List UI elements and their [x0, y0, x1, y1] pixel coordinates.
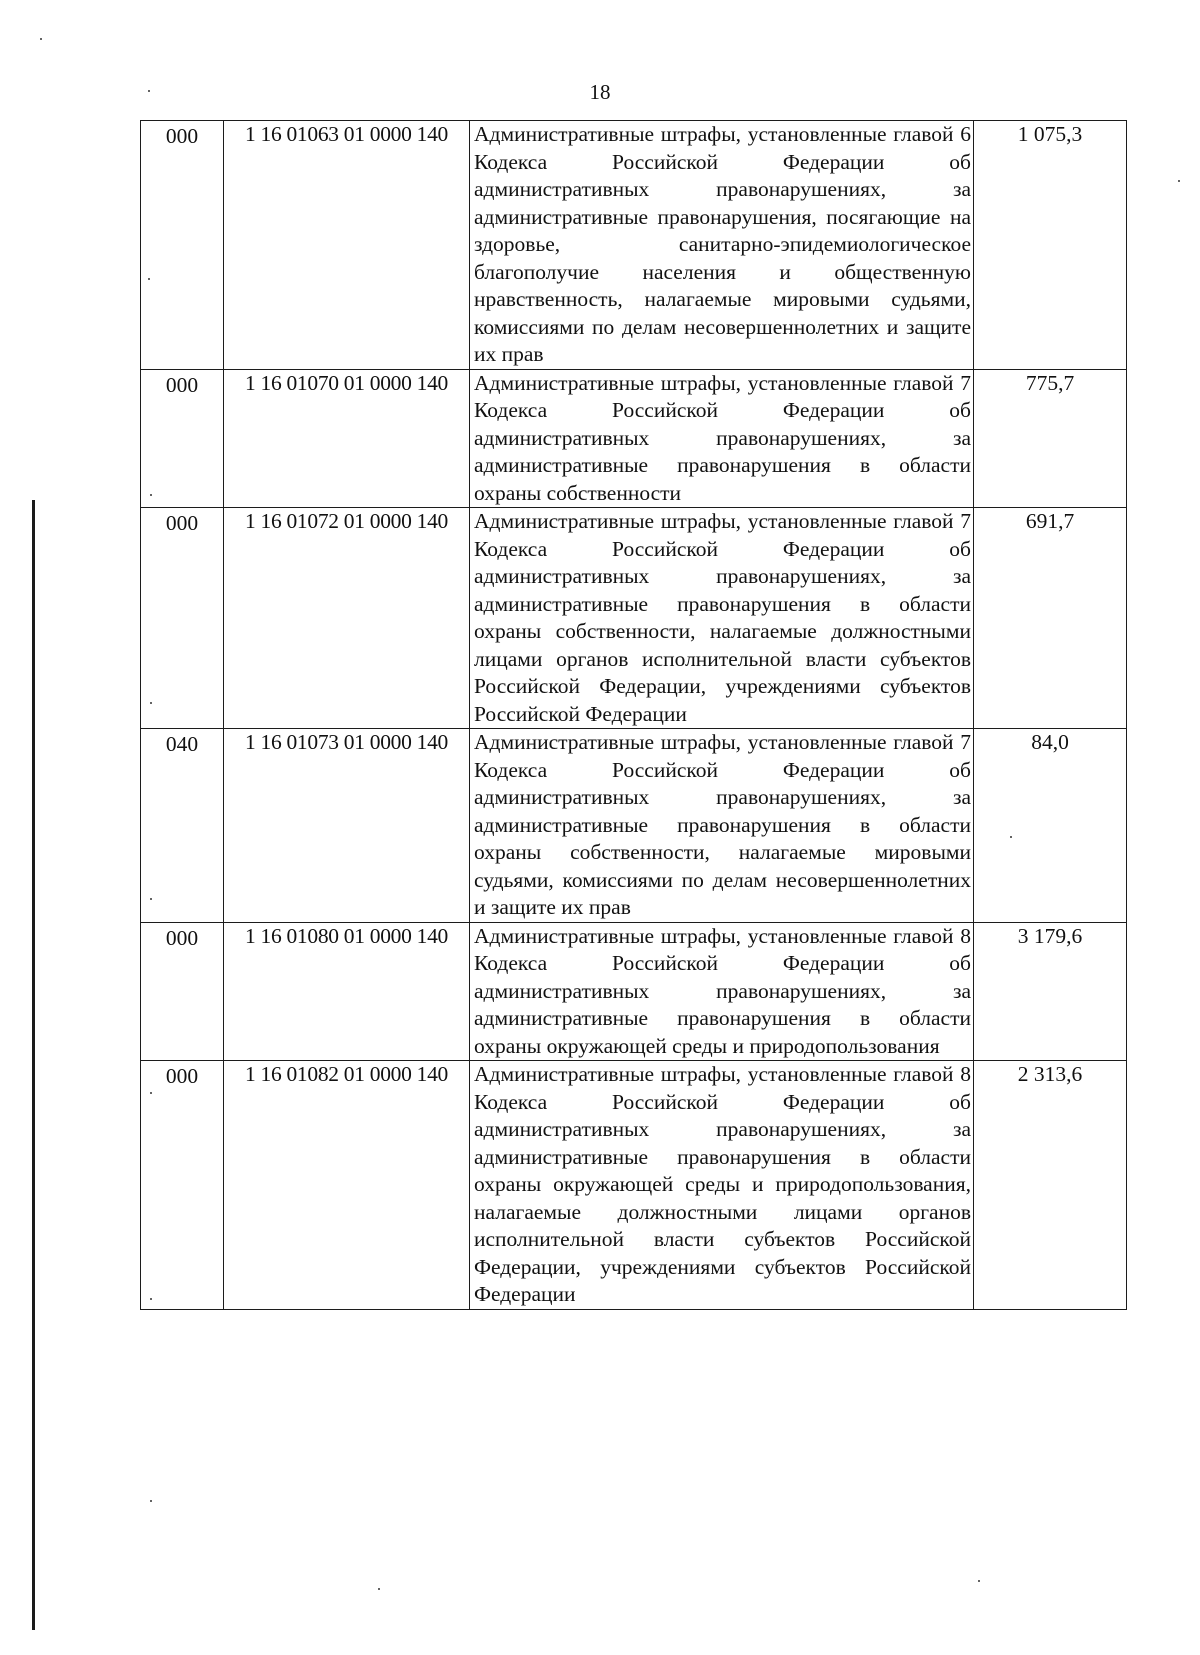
- income-name-text: Административные штрафы, установленные главой 7 Кодекса Российской Федерации об административных правонарушениях, за административные правонарушения в области охраны собственности: [474, 370, 971, 505]
- scan-speck: [150, 1500, 152, 1502]
- amount-cell: 775,7: [974, 369, 1127, 508]
- budget-code-cell: 1 16 01082 01 0000 140: [224, 1061, 470, 1310]
- amount-cell: 3 179,6: [974, 922, 1127, 1061]
- income-name-cell: [470, 729, 974, 923]
- scan-speck: [40, 38, 42, 40]
- table-row: [141, 1061, 1127, 1310]
- amount-cell: 691,7: [974, 508, 1127, 729]
- admin-code-cell: 040: [141, 729, 224, 923]
- budget-fines-table: [140, 120, 1127, 1310]
- income-name-cell: [470, 922, 974, 1061]
- admin-code-cell: 000: [141, 369, 224, 508]
- table-row: [141, 369, 1127, 508]
- table-row: [141, 508, 1127, 729]
- admin-code-cell: 000: [141, 508, 224, 729]
- amount-cell: 2 313,6: [974, 1061, 1127, 1310]
- budget-code-cell: 1 16 01080 01 0000 140: [224, 922, 470, 1061]
- table-row: [141, 121, 1127, 370]
- scan-margin-line: [32, 500, 35, 1630]
- admin-code-cell: 000: [141, 922, 224, 1061]
- scan-speck: [1178, 180, 1180, 182]
- budget-code-cell: 1 16 01070 01 0000 140: [224, 369, 470, 508]
- income-name-cell: [470, 1061, 974, 1310]
- amount-cell: 84,0: [974, 729, 1127, 923]
- income-name-cell: [470, 369, 974, 508]
- income-name-cell: [470, 121, 974, 370]
- amount-cell: 1 075,3: [974, 121, 1127, 370]
- budget-code-cell: 1 16 01073 01 0000 140: [224, 729, 470, 923]
- budget-code-cell: 1 16 01063 01 0000 140: [224, 121, 470, 370]
- scan-speck: [378, 1588, 380, 1590]
- table-row: [141, 729, 1127, 923]
- income-name-text: Административные штрафы, установленные главой 8 Кодекса Российской Федерации об административных правонарушениях, за административные правонарушения в области охраны окружающей среды и природопользования: [474, 923, 971, 1058]
- income-name-text: Административные штрафы, установленные главой 7 Кодекса Российской Федерации об административных правонарушениях, за административные правонарушения в области охраны собственности, налагаемые должностными лицами органов исполнительной власти субъектов Российской Федерации, учреждениями субъектов Российской Федерации: [474, 509, 971, 726]
- admin-code-cell: 000: [141, 121, 224, 370]
- admin-code-cell: 000: [141, 1061, 224, 1310]
- page-number: 18: [589, 80, 611, 104]
- income-name-text: Административные штрафы, установленные главой 8 Кодекса Российской Федерации об административных правонарушениях, за административные правонарушения в области охраны окружающей среды и природопользования, налагаемые должностными лицами органов исполнительной власти субъектов Российской Федерации, учреждениями субъектов Российской Федерации: [474, 1062, 971, 1306]
- income-name-text: Административные штрафы, установленные главой 7 Кодекса Российской Федерации об административных правонарушениях, за административные правонарушения в области охраны собственности, налагаемые мировыми судьями, комиссиями по делам несовершеннолетних и защите их прав: [474, 730, 971, 919]
- table-row: [141, 922, 1127, 1061]
- income-name-cell: [470, 508, 974, 729]
- budget-code-cell: 1 16 01072 01 0000 140: [224, 508, 470, 729]
- scan-speck: [978, 1580, 980, 1582]
- income-name-text: Административные штрафы, установленные главой 6 Кодекса Российской Федерации об административных правонарушениях, за административные правонарушения, посягающие на здоровье, санитарно-эпидемиологическое благополучие населения и общественную нравственность, налагаемые мировыми судьями, комиссиями по делам несовершеннолетних и защите их прав: [474, 122, 971, 366]
